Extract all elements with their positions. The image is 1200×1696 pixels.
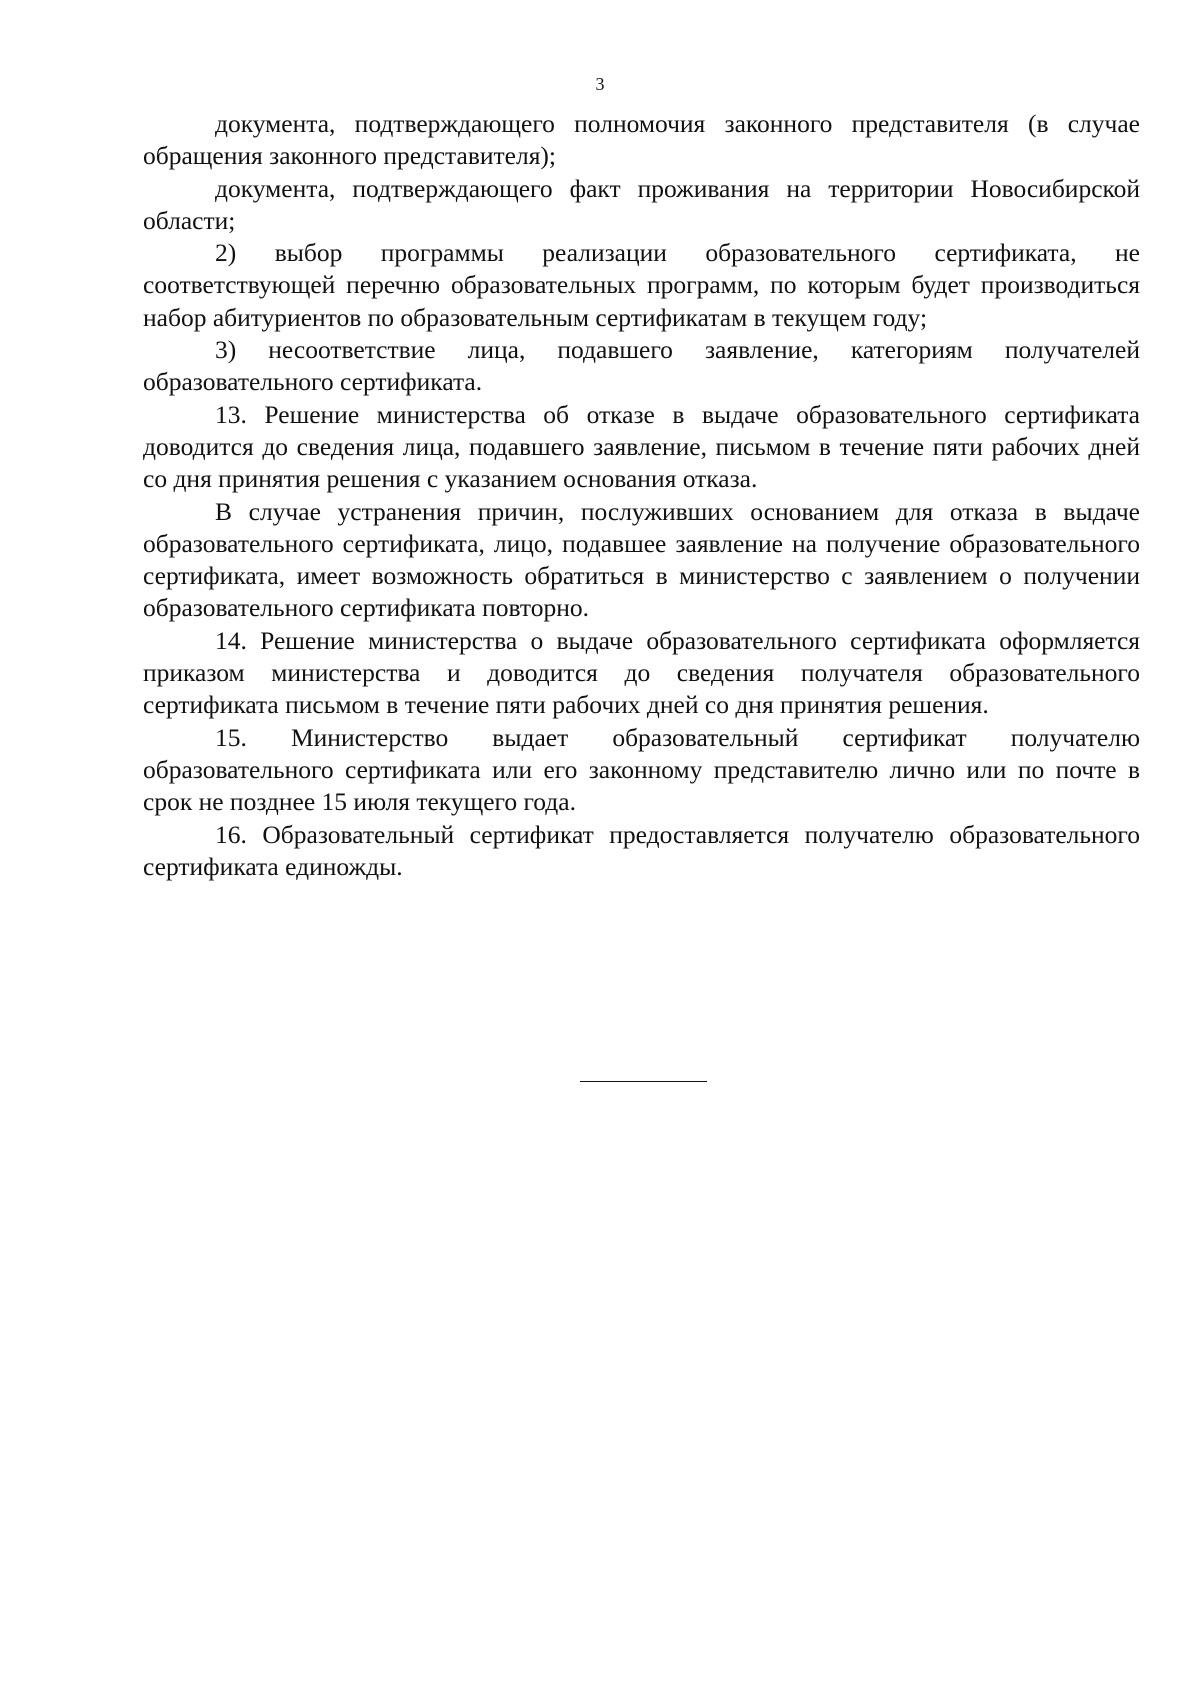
paragraph-refusal-reason-program: 2) выбор программы реализации образовательного сертификата, не соответствующей перечню образовательных программ, по которым будет производиться набор абитуриентов по образовательным сертификатам в текущем году; — [143, 238, 1140, 332]
page-number: 3 — [595, 74, 605, 94]
paragraph-item-16: 16. Образовательный сертификат предоставляется получателю образовательного сертификата единожды. — [143, 819, 1140, 881]
paragraph-item-15: 15. Министерство выдает образовательный сертификат получателю образовательного сертификата или его законному представителю лично или по почте в срок не позднее 15 июля текущего года. — [143, 722, 1140, 817]
paragraph-guardian-authority-document: документа, подтверждающего полномочия законного представителя (в случае обращения законного представителя); — [143, 109, 1140, 171]
paragraph-refusal-reason-category: 3) несоответствие лица, подавшего заявление, категориям получателей образовательного сертификата. — [143, 335, 1140, 397]
paragraph-reapplication: В случае устранения причин, послуживших основанием для отказа в выдаче образовательного сертификата, лицо, подавшее заявление на получение образовательного сертификата, имеет возможность обратиться в министерство с заявлением о получении образовательного сертификата повторно. — [143, 496, 1140, 623]
paragraph-item-13: 13. Решение министерства об отказе в выдаче образовательного сертификата доводится до сведения лица, подавшего заявление, письмом в течение пяти рабочих дней со дня принятия решения с указанием основания отказа. — [143, 399, 1140, 494]
paragraph-residence-document: документа, подтверждающего факт проживания на территории Новосибирской области; — [143, 173, 1140, 235]
paragraph-item-14: 14. Решение министерства о выдаче образовательного сертификата оформляется приказом министерства и доводится до сведения получателя образовательного сертификата письмом в течение пяти рабочих дней со дня принятия решения. — [143, 625, 1140, 720]
end-of-document-rule — [580, 1081, 707, 1082]
document-body — [143, 108, 1140, 883]
